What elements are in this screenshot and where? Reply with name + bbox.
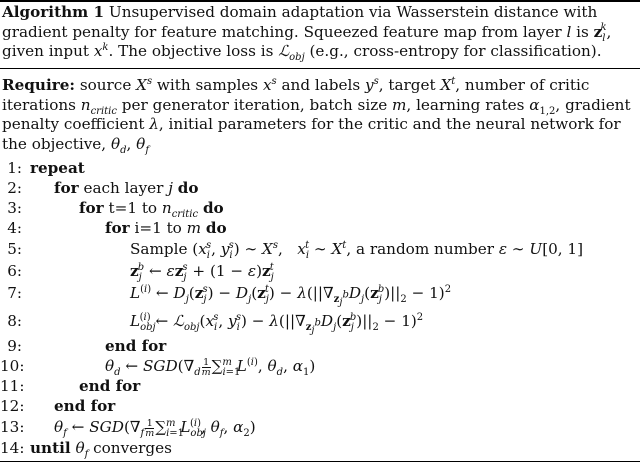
algorithm-caption: Algorithm 1 Unsupervised domain adaptation via Wasserstein distance with gradient penalty for feature matching. Squeezed feature map from layer l is $z_l^k$, given input $x^k$. The objective loss is ℒ$_{obj}$ (e.g., cross-entropy for classification). [2,3,612,64]
require-block: Require: source $X^s$ with samples $x^s$ and labels $y^s$, target $X^t$, number of critic iterations $n_{critic}$ per generator iteration, batch size m, learning rates $\alpha_{1,2}$, gradient penalty coefficient λ, initial parameters for the critic and the neural network for the objective, $\theta_d$, $\theta_f$ [2,75,631,156]
algo-line-6: 6: $z_j^b$ ← $\varepsilon z_j^s + (1 - \varepsilon)z_j^t$ [7,261,274,284]
algo-line-7: 7: $L^{(i)}$ ← $D_j(z_j^s) - D_j(z_j^t) - \lambda(||\nabla_{z_j^b}D_j(z_j^b)||_2 - 1)^2$ [7,283,452,309]
algo-line-3: 3: for t=1 to $n_{critic}$ do [7,199,224,221]
algo-line-10: 10: $\theta_d$ ← $SGD(\nabla_d$ $\frac{1}{m}$ $\sum_{i=1}^m$ $L^{(i)}$, $\theta_d$, $\alpha_1$) [0,356,316,379]
algo-line-8: 8: $L_{obj}^{(i)}$ ← $ℒ_{obj}(x_i^s$, $y_i^s) - \lambda(||\nabla_{z_j^b}D_j(z_j^b)||_2 - 1)^2$ [7,311,424,337]
algo-line-9: 9: end for [7,337,167,355]
algo-line-5: 5: Sample ($x_i^s$, $y_i^s$) ∼ $X^s$, $x_i^t$ ∼ $X^t$, a random number ε ∼ U[0, 1] [7,239,584,262]
algo-line-4: 4: for i=1 to m do [7,219,227,237]
require-label: Require: [2,76,75,94]
bottom-rule [0,461,640,462]
caption-rule [0,68,640,69]
top-rule [0,0,640,2]
algo-line-12: 12: end for [0,397,116,415]
algo-line-11: 11: end for [0,377,141,395]
algo-line-13: 13: $\theta_f$ ← $SGD(\nabla_f$ $\frac{1}{m}$ $\sum_{i=1}^m$ $L_{obj}^{(i)}$, $\theta_f$, $\alpha_2$) [0,417,256,440]
algo-line-2: 2: for each layer j do [7,179,199,197]
algo-line-14: 14: until $\theta_f$ converges [0,439,172,461]
algorithm-label: Algorithm 1 [2,3,105,21]
algo-line-1: 1: repeat [7,159,85,177]
